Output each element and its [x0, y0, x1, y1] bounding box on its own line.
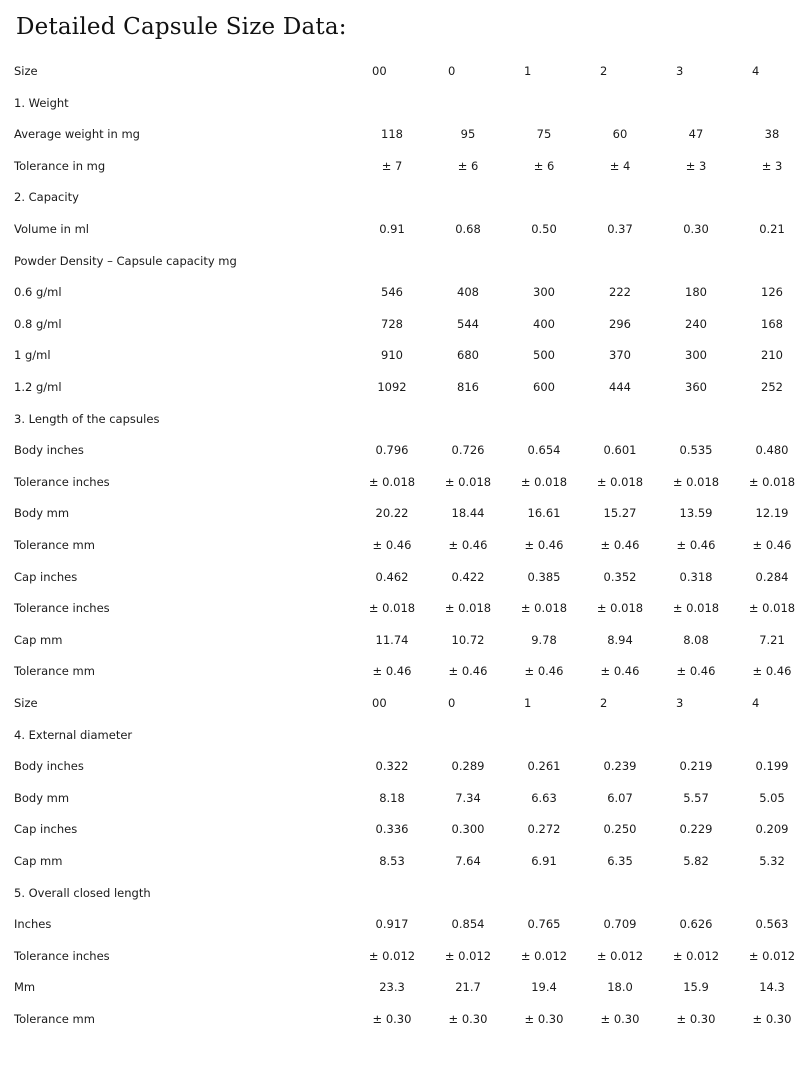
row-value: 6.91	[531, 853, 557, 868]
row-value: 118	[381, 127, 403, 142]
row-value: ± 0.018	[672, 601, 720, 616]
row-value: ± 0.30	[372, 1011, 412, 1026]
row-value: ± 0.30	[524, 1011, 564, 1026]
capsule-table-body	[14, 56, 800, 1035]
row-value: 0.209	[755, 822, 789, 837]
row-value: ± 0.012	[520, 948, 568, 963]
row-label: Size	[14, 695, 38, 710]
row-value: 5.32	[759, 853, 785, 868]
row-value: 0.272	[527, 822, 561, 837]
row-label: 1.2 g/ml	[14, 380, 62, 394]
row-value: ± 0.46	[600, 664, 640, 679]
row-value: 816	[457, 380, 479, 394]
table-row	[14, 751, 800, 783]
row-value: 6.07	[607, 790, 633, 805]
row-value: ± 0.46	[752, 537, 792, 552]
table-row	[14, 782, 800, 814]
row-label: Body inches	[14, 443, 84, 458]
row-value: 210	[761, 348, 783, 363]
row-value: ± 3	[761, 158, 783, 173]
capsule-size-table	[14, 56, 800, 1035]
row-value: ± 0.012	[368, 948, 416, 963]
row-value: ± 0.46	[372, 537, 412, 552]
table-row	[14, 435, 800, 467]
row-value: 0.68	[455, 222, 481, 237]
table-row	[14, 561, 800, 593]
table-row	[14, 340, 800, 372]
row-value: 370	[609, 348, 631, 363]
row-value	[354, 182, 430, 214]
row-value: ± 0.46	[524, 664, 564, 679]
row-value: ± 6	[533, 158, 555, 173]
table-row	[14, 909, 800, 941]
row-value: 0.300	[451, 822, 485, 837]
row-value: ± 0.46	[448, 537, 488, 552]
row-value: 0.30	[683, 222, 709, 237]
row-value: ± 0.012	[444, 948, 492, 963]
row-value: 0.765	[527, 917, 561, 932]
table-row	[14, 277, 800, 309]
table-row	[14, 214, 800, 246]
row-value: ± 7	[381, 158, 403, 173]
row-value: ± 0.46	[372, 664, 412, 679]
row-value: 0.352	[603, 569, 637, 584]
row-value: 0.199	[755, 759, 789, 774]
row-value: 4	[752, 64, 760, 79]
row-value: 3	[676, 695, 684, 710]
row-value: 23.3	[379, 980, 405, 995]
row-label: 3. Length of the capsules	[14, 411, 160, 426]
row-label: Cap inches	[14, 569, 78, 584]
row-value: ± 0.018	[520, 601, 568, 616]
row-value: 47	[688, 127, 704, 142]
row-label: 5. Overall closed length	[14, 885, 151, 900]
row-value: 1	[524, 64, 532, 79]
row-value: 0.91	[379, 222, 405, 237]
table-row	[14, 530, 800, 562]
row-value: 6.35	[607, 853, 633, 868]
row-value	[734, 182, 800, 214]
row-value: ± 0.46	[752, 664, 792, 679]
row-label: Average weight in mg	[14, 127, 140, 142]
row-value: ± 0.46	[524, 537, 564, 552]
row-value	[734, 87, 800, 119]
row-label: Tolerance inches	[14, 601, 110, 616]
row-value: 7.34	[455, 790, 481, 805]
row-value: 1	[524, 695, 532, 710]
row-value: 400	[533, 316, 555, 331]
row-value	[658, 245, 734, 277]
row-value: 13.59	[679, 506, 713, 521]
row-value: ± 6	[457, 158, 479, 173]
row-value: 0.917	[375, 917, 409, 932]
row-value: 0.385	[527, 569, 561, 584]
row-value	[506, 182, 582, 214]
row-value: 0.709	[603, 917, 637, 932]
row-label: Cap mm	[14, 853, 63, 868]
row-label: Cap mm	[14, 632, 63, 647]
row-label: Volume in ml	[14, 222, 89, 237]
row-label: Cap inches	[14, 822, 78, 837]
row-value: 0	[448, 64, 456, 79]
table-row	[14, 182, 800, 214]
row-value	[354, 87, 430, 119]
row-value: 0.626	[679, 917, 713, 932]
table-row	[14, 972, 800, 1004]
row-label: Tolerance mm	[14, 664, 95, 679]
row-label: Tolerance in mg	[14, 158, 106, 173]
row-value: ± 0.018	[672, 474, 720, 489]
row-value	[354, 719, 430, 751]
row-value: ± 0.018	[520, 474, 568, 489]
row-value: 600	[533, 380, 555, 394]
row-value: 0.322	[375, 759, 409, 774]
row-value: 0.654	[527, 443, 561, 458]
table-row	[14, 593, 800, 625]
row-label: Body mm	[14, 790, 70, 805]
row-value: 0.21	[759, 222, 785, 237]
row-value: 0.796	[375, 443, 409, 458]
row-value: 408	[457, 285, 479, 300]
row-value	[506, 403, 582, 435]
table-row	[14, 403, 800, 435]
row-value: ± 0.30	[600, 1011, 640, 1026]
row-label: Size	[14, 64, 38, 79]
row-value	[430, 403, 506, 435]
table-row	[14, 877, 800, 909]
row-value: 500	[533, 348, 555, 363]
row-value: 300	[685, 348, 707, 363]
row-label: 1 g/ml	[14, 348, 51, 363]
row-value: 126	[761, 285, 783, 300]
row-value: ± 3	[685, 158, 707, 173]
row-value: 0	[448, 695, 456, 710]
row-value	[506, 245, 582, 277]
row-value: ± 0.46	[600, 537, 640, 552]
row-value: ± 0.018	[748, 601, 796, 616]
row-value	[582, 877, 658, 909]
table-row	[14, 245, 800, 277]
row-value: 0.229	[679, 822, 713, 837]
row-value: ± 0.018	[596, 474, 644, 489]
table-row	[14, 687, 800, 719]
row-value: ± 0.012	[672, 948, 720, 963]
table-row	[14, 719, 800, 751]
row-value: ± 0.46	[676, 537, 716, 552]
row-value: 0.563	[755, 917, 789, 932]
row-label: Tolerance inches	[14, 474, 110, 489]
row-value: ± 0.018	[444, 474, 492, 489]
row-value: 680	[457, 348, 479, 363]
row-value	[734, 877, 800, 909]
row-value: 2	[600, 695, 608, 710]
row-value: 8.18	[379, 790, 405, 805]
row-value: 252	[761, 380, 783, 394]
row-label: 2. Capacity	[14, 190, 79, 205]
row-label: Body inches	[14, 759, 84, 774]
row-label: Powder Density – Capsule capacity mg	[14, 253, 237, 268]
row-value: ± 0.018	[368, 474, 416, 489]
row-label: Inches	[14, 917, 52, 932]
row-value: 180	[685, 285, 707, 300]
row-value: ± 0.018	[368, 601, 416, 616]
table-row	[14, 1003, 800, 1035]
table-row	[14, 87, 800, 119]
row-value: ± 0.46	[676, 664, 716, 679]
row-value: 7.21	[759, 632, 785, 647]
table-row	[14, 308, 800, 340]
row-value	[658, 877, 734, 909]
row-value	[582, 719, 658, 751]
row-value: 10.72	[451, 632, 485, 647]
row-value: ± 0.012	[748, 948, 796, 963]
row-value: 0.726	[451, 443, 485, 458]
table-row	[14, 119, 800, 151]
row-value: 168	[761, 316, 783, 331]
row-value	[658, 719, 734, 751]
row-value: 21.7	[455, 980, 481, 995]
row-value: 9.78	[531, 632, 557, 647]
row-value: 296	[609, 316, 631, 331]
row-value: 95	[460, 127, 476, 142]
row-value: 0.37	[607, 222, 633, 237]
row-value: 0.261	[527, 759, 561, 774]
row-value	[734, 245, 800, 277]
row-value	[354, 245, 430, 277]
row-value: ± 4	[609, 158, 631, 173]
row-value: 222	[609, 285, 631, 300]
row-value: 15.27	[603, 506, 637, 521]
table-row	[14, 498, 800, 530]
row-value	[430, 87, 506, 119]
row-value: 5.57	[683, 790, 709, 805]
row-value	[430, 182, 506, 214]
row-value	[582, 245, 658, 277]
row-value	[734, 719, 800, 751]
row-value: 12.19	[755, 506, 789, 521]
row-value	[582, 87, 658, 119]
row-value: 0.50	[531, 222, 557, 237]
row-value: ± 0.018	[748, 474, 796, 489]
row-value	[430, 245, 506, 277]
row-value: 444	[609, 380, 631, 394]
row-value: 0.462	[375, 569, 409, 584]
row-value: 728	[381, 316, 403, 331]
row-value: ± 0.018	[444, 601, 492, 616]
row-label: 1. Weight	[14, 95, 69, 110]
row-value	[354, 877, 430, 909]
row-value: 5.82	[683, 853, 709, 868]
table-row	[14, 656, 800, 688]
row-label: Body mm	[14, 506, 70, 521]
row-value: ± 0.46	[448, 664, 488, 679]
row-value: 8.94	[607, 632, 633, 647]
row-value: 0.336	[375, 822, 409, 837]
row-value: 1092	[377, 380, 407, 394]
row-label: 0.6 g/ml	[14, 285, 62, 300]
row-value	[582, 182, 658, 214]
row-value: 0.318	[679, 569, 713, 584]
row-value: ± 0.018	[596, 601, 644, 616]
table-row	[14, 372, 800, 404]
row-value: 910	[381, 348, 403, 363]
row-value: 8.08	[683, 632, 709, 647]
row-value: 6.63	[531, 790, 557, 805]
row-value	[658, 403, 734, 435]
row-label: 4. External diameter	[14, 727, 133, 742]
row-value: 5.05	[759, 790, 785, 805]
row-value: ± 0.012	[596, 948, 644, 963]
row-value	[354, 403, 430, 435]
row-value: 20.22	[375, 506, 409, 521]
row-value	[582, 403, 658, 435]
row-value: 0.854	[451, 917, 485, 932]
row-value	[506, 877, 582, 909]
row-value: 11.74	[375, 632, 409, 647]
table-row	[14, 150, 800, 182]
row-value	[734, 403, 800, 435]
row-value: 4	[752, 695, 760, 710]
row-value: ± 0.30	[676, 1011, 716, 1026]
row-label: Tolerance inches	[14, 948, 110, 963]
row-value: 0.219	[679, 759, 713, 774]
row-value: 00	[372, 64, 387, 79]
row-value: 0.284	[755, 569, 789, 584]
row-value	[658, 182, 734, 214]
table-row	[14, 56, 800, 88]
row-value: 0.480	[755, 443, 789, 458]
row-value: 75	[536, 127, 552, 142]
row-value: 0.289	[451, 759, 485, 774]
table-row	[14, 845, 800, 877]
row-value	[430, 719, 506, 751]
row-value: 00	[372, 695, 387, 710]
table-row	[14, 940, 800, 972]
row-value: 7.64	[455, 853, 481, 868]
table-row	[14, 624, 800, 656]
row-value: 2	[600, 64, 608, 79]
row-value: 19.4	[531, 980, 557, 995]
row-value: 544	[457, 316, 479, 331]
row-label: Mm	[14, 980, 36, 995]
row-value: 15.9	[683, 980, 709, 995]
row-value: 0.535	[679, 443, 713, 458]
row-value: 14.3	[759, 980, 785, 995]
row-value: ± 0.30	[448, 1011, 488, 1026]
row-value: 8.53	[379, 853, 405, 868]
row-value: 0.601	[603, 443, 637, 458]
row-value: 18.0	[607, 980, 633, 995]
row-label: Tolerance mm	[14, 1011, 95, 1026]
row-value: 0.250	[603, 822, 637, 837]
row-label: Tolerance mm	[14, 537, 95, 552]
row-label: 0.8 g/ml	[14, 316, 62, 331]
row-value: 38	[764, 127, 780, 142]
row-value	[658, 87, 734, 119]
row-value: 0.239	[603, 759, 637, 774]
row-value	[506, 719, 582, 751]
row-value: 16.61	[527, 506, 561, 521]
row-value: 546	[381, 285, 403, 300]
row-value: 18.44	[451, 506, 485, 521]
row-value: 300	[533, 285, 555, 300]
row-value: 3	[676, 64, 684, 79]
row-value: ± 0.30	[752, 1011, 792, 1026]
row-value: 60	[612, 127, 628, 142]
row-value	[506, 87, 582, 119]
row-value	[430, 877, 506, 909]
page-title: Detailed Capsule Size Data:	[16, 14, 347, 40]
table-row	[14, 466, 800, 498]
row-value: 0.422	[451, 569, 485, 584]
table-row	[14, 814, 800, 846]
row-value: 240	[685, 316, 707, 331]
row-value: 360	[685, 380, 707, 394]
